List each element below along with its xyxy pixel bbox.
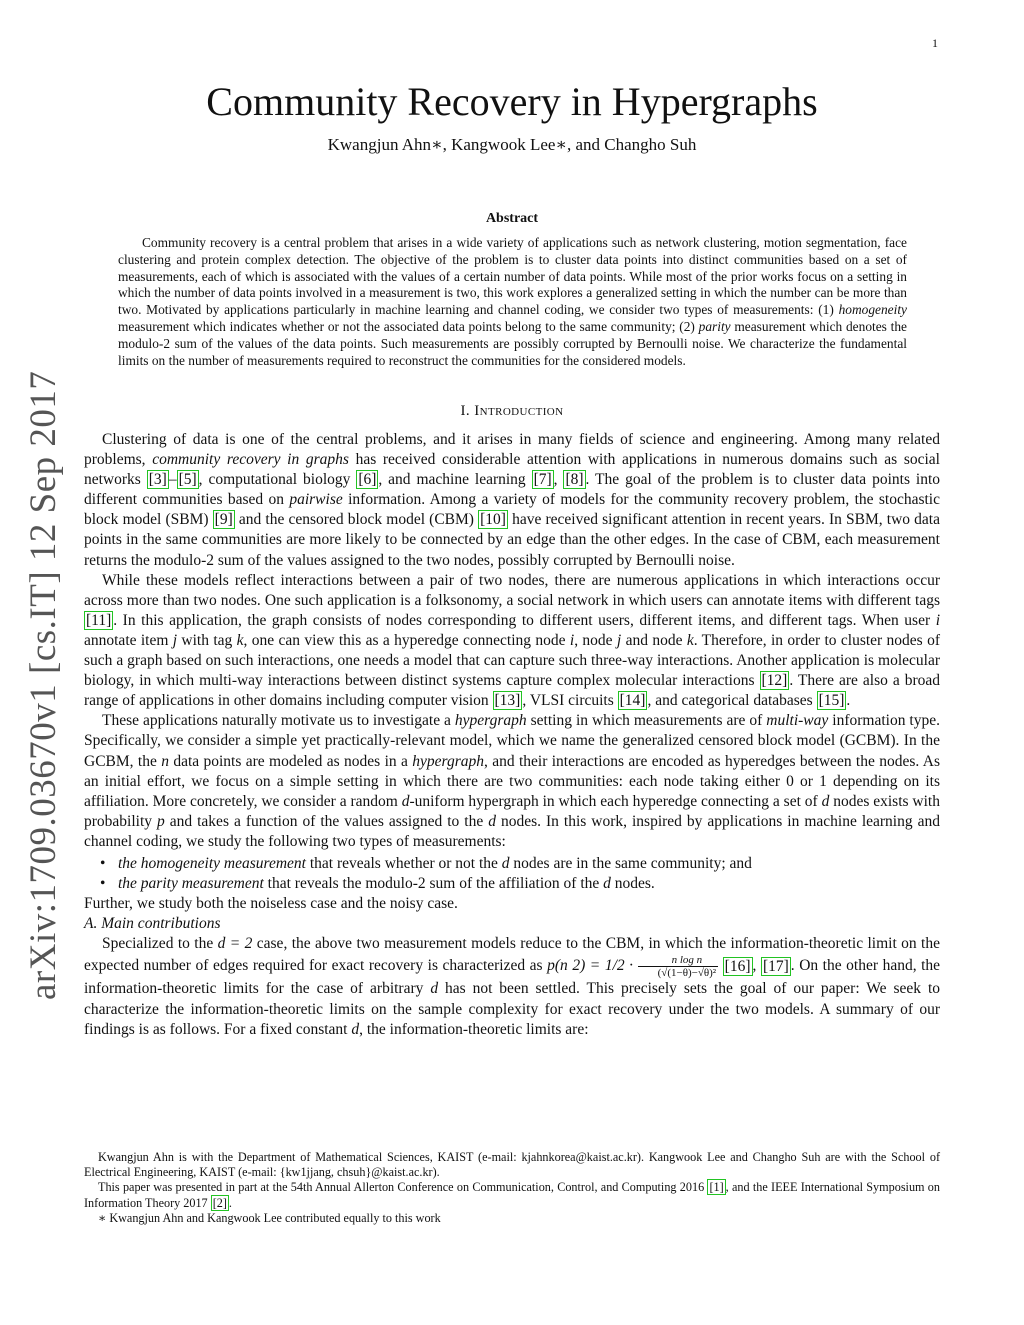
paragraph-1: Clustering of data is one of the central problems, and it arises in many fields of science and engineering. Among many related problems, community recovery in graphs has received considerable attention with applications in numerous domains such as social networks [3] – [5] , computational biology [6] , and machine learning [7] , [8] . The goal of the problem is to cluster data points into different communities based on pairwise information. Among a variety of models for the community recovery problem, the stochastic block model (SBM) [9] and the censored block model (CBM) [10] have received significant attention in recent years. In SBM, two data points in the same communities are more likely to be connected by an edge than the other edges. In the case of CBM, each measurement returns the modulo-2 sum of the values assigned to the two nodes, possibly corrupted by Bernoulli noise. bbox=[84, 431, 941, 569]
citation-5[interactable]: [5] bbox=[178, 471, 197, 489]
citation-12[interactable]: [12] bbox=[761, 672, 788, 690]
citation-17[interactable]: [17] bbox=[762, 957, 789, 975]
paper-title: Community Recovery in Hypergraphs bbox=[206, 79, 818, 124]
body-text bbox=[84, 430, 940, 1040]
citation-15[interactable]: [15] bbox=[818, 692, 845, 710]
footnote-equal-contribution: ∗ Kwangjun Ahn and Kangwook Lee contributed equally to this work bbox=[98, 1210, 441, 1225]
list-item: • the parity measurement that reveals the modulo-2 sum of the affiliation of the d nodes. bbox=[84, 874, 940, 894]
citation-2[interactable]: [2] bbox=[212, 1195, 227, 1210]
bullet-icon: • bbox=[100, 875, 106, 893]
footnotes bbox=[84, 1150, 940, 1226]
abstract-heading: Abstract bbox=[485, 211, 539, 226]
citation-6[interactable]: [6] bbox=[358, 471, 377, 489]
footnote-presentation: This paper was presented in part at the 54th Annual Allerton Conference on Communication, Control, and Computing 2016 [1] , and the IEEE International Symposium on Information Theory 2017 [2] . bbox=[84, 1180, 940, 1210]
citation-16[interactable]: [16] bbox=[724, 957, 751, 975]
citation-13[interactable]: [13] bbox=[494, 692, 521, 710]
measurement-list bbox=[84, 854, 940, 894]
citation-7[interactable]: [7] bbox=[533, 471, 552, 489]
citation-3[interactable]: [3] bbox=[148, 471, 167, 489]
citation-14[interactable]: [14] bbox=[619, 692, 646, 710]
paragraph-4: Further, we study both the noiseless case and the noisy case. bbox=[84, 895, 458, 913]
citation-10[interactable]: [10] bbox=[480, 511, 506, 529]
paragraph-3: These applications naturally motivate us to investigate a hypergraph setting in which measurements are of multi-way information type. Specifically, we consider a simple yet practically-relevant model, which we name the generalized censored block model (GCBM). In the GCBM, the n data points are modeled as nodes in a hypergraph, and their interactions are encoded as hyperedges between the nodes. As an initial effort, we focus on a simple setting in which there are two communities: each node taking either 0 or 1 depending on its affiliation. More concretely, we consider a random d-uniform hypergraph in which each hyperedge connecting a set of d nodes exists with probability p and takes a function of the values assigned to the d nodes. In this work, inspired by applications in machine learning and channel coding, we study the following two types of measurements: bbox=[84, 712, 941, 850]
paragraph-2: While these models reflect interactions between a pair of two nodes, there are numerous applications in which interactions occur across more than two nodes. One such application is a folksonomy, a social network in which users can annotate items with different tags [11] . In this application, the graph consists of nodes corresponding to different users, different items, and different tags. When user i annotate item j with tag k, one can view this as a hyperedge connecting node i, node j and node k. Therefore, in order to cluster nodes of such a graph based on such interactions, one needs a model that can capture such three-way interactions. Another application is molecular biology, in which multi-way interactions between distinct systems capture complex molecular interactions [12] . There are also a broad range of applications in other domains including computer vision [13] , VLSI circuits [14] , and categorical databases [15] . bbox=[84, 571, 940, 710]
footnote-affiliations: Kwangjun Ahn is with the Department of Mathematical Sciences, KAIST (e-mail: kjahnkorea@kaist.ac.kr). Kangwook Lee and Changho Suh are with the School of Electrical Engineering, KAIST (e-mail: {kw1jjang, chsuh}@kaist.ac.kr). bbox=[84, 1150, 940, 1180]
citation-1[interactable]: [1] bbox=[709, 1180, 724, 1195]
list-item: • the homogeneity measurement that reveals whether or not the d nodes are in the same community; and bbox=[84, 854, 940, 874]
bullet-icon: • bbox=[100, 854, 106, 872]
section-heading-introduction: I. Introduction bbox=[460, 403, 564, 419]
paragraph-5: Specialized to the d = 2 case, the above two measurement models reduce to the CBM, in which the information-theoretic limit on the expected number of edges required for exact recovery is characterized as p(n 2) = 1/2 · $\frac{\text{n log n}}{\text{(√(1−θ)−√θ)²}}$ [16] , [17] . On the other hand, the information-theoretic limits for the case of arbitrary d has not been settled. This precisely sets the goal of our paper: We seek to characterize the information-theoretic limits on the sample complexity for exact recovery under the two models. A summary of our findings is as follows. For a fixed constant d, the information-theoretic limits are: bbox=[84, 935, 941, 1038]
citation-8[interactable]: [8] bbox=[565, 471, 584, 489]
citation-11[interactable]: [11] bbox=[86, 611, 112, 629]
abstract-body: Community recovery is a central problem that arises in a wide variety of applications such as network clustering, motion segmentation, face clustering and protein complex detection. The objective of the problem is to cluster data points into distinct communities based on a set of measurements, each of which is associated with the values of a certain number of data points. While most of the prior works focus on a setting in which the number of data points involved in a measurement is two, this work explores a generalized setting in which the number can be more than two. Motivated by applications particularly in machine learning and channel coding, we consider two types of measurements: (1) homogeneity measurement which indicates whether or not the associated data points belong to the same community; (2) parity measurement which denotes the modulo-2 sum of the values of the data points. Such measurements are possibly corrupted by Bernoulli noise. We characterize the fundamental limits on the number of measurements required to reconstruct the communities for the considered models. bbox=[118, 235, 908, 368]
citation-9[interactable]: [9] bbox=[214, 511, 233, 529]
arxiv-identifier: arXiv:1709.03670v1 [cs.IT] 12 Sep 2017 bbox=[23, 370, 64, 1000]
fraction: $\frac{\text{n log n}}{\text{(√(1−θ)−√θ)²}}$ bbox=[638, 954, 718, 979]
page-number: 1 bbox=[932, 36, 938, 50]
author-list: Kwangjun Ahn∗, Kangwook Lee∗, and Changho Suh bbox=[327, 135, 697, 154]
subsection-heading: A. Main contributions bbox=[84, 915, 221, 933]
